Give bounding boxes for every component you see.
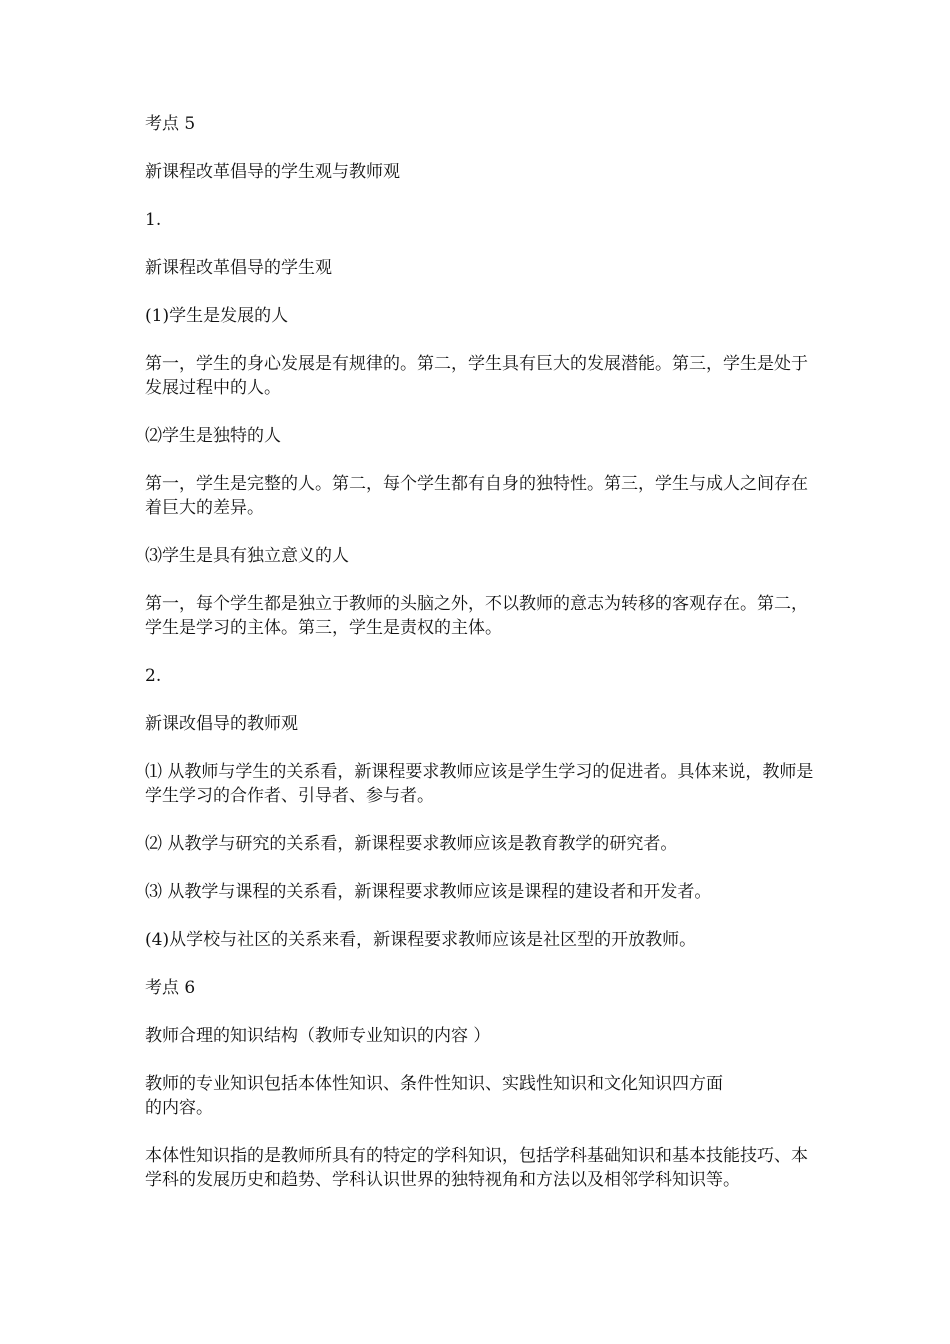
list-item: ⑶ 从教学与课程的关系看，新课程要求教师应该是课程的建设者和开发者。: [145, 882, 712, 902]
paragraph: 教师的专业知识包括本体性知识、条件性知识、实践性知识和文化知识四方面 的内容。: [145, 1074, 723, 1118]
paragraph: 第一，每个学生都是独立于教师的头脑之外，不以教师的意志为转移的客观存在。第二，学生是学习的主体。第三，学生是责权的主体。: [145, 594, 808, 638]
section-title: 新课程改革倡导的学生观与教师观: [145, 162, 400, 182]
section-heading: 考点 6: [145, 978, 196, 998]
paragraph: 第一，学生的身心发展是有规律的。第二，学生具有巨大的发展潜能。第三，学生是处于发展过程中的人。: [145, 354, 808, 398]
subsection-title: 新课改倡导的教师观: [145, 714, 298, 734]
list-item: (4)从学校与社区的关系来看，新课程要求教师应该是社区型的开放教师。: [145, 930, 697, 950]
list-item-heading: ⑵学生是独特的人: [145, 426, 281, 446]
list-number: 1.: [145, 210, 162, 230]
list-item-heading: (1)学生是发展的人: [145, 306, 289, 326]
list-item-heading: ⑶学生是具有独立意义的人: [145, 546, 349, 566]
list-item: ⑴ 从教师与学生的关系看，新课程要求教师应该是学生学习的促进者。具体来说，教师是学生学习的合作者、引导者、参与者。: [145, 762, 814, 806]
paragraph: 第一，学生是完整的人。第二，每个学生都有自身的独特性。第三，学生与成人之间存在着巨大的差异。: [145, 474, 808, 518]
paragraph: 本体性知识指的是教师所具有的特定的学科知识，包括学科基础知识和基本技能技巧、本学科的发展历史和趋势、学科认识世界的独特视角和方法以及相邻学科知识等。: [145, 1146, 808, 1190]
document-body: [145, 112, 815, 1216]
subsection-title: 新课程改革倡导的学生观: [145, 258, 332, 278]
list-item: ⑵ 从教学与研究的关系看，新课程要求教师应该是教育教学的研究者。: [145, 834, 678, 854]
section-title: 教师合理的知识结构（教师专业知识的内容 ）: [145, 1026, 491, 1046]
list-number: 2.: [145, 666, 162, 686]
section-heading: 考点 5: [145, 114, 196, 134]
